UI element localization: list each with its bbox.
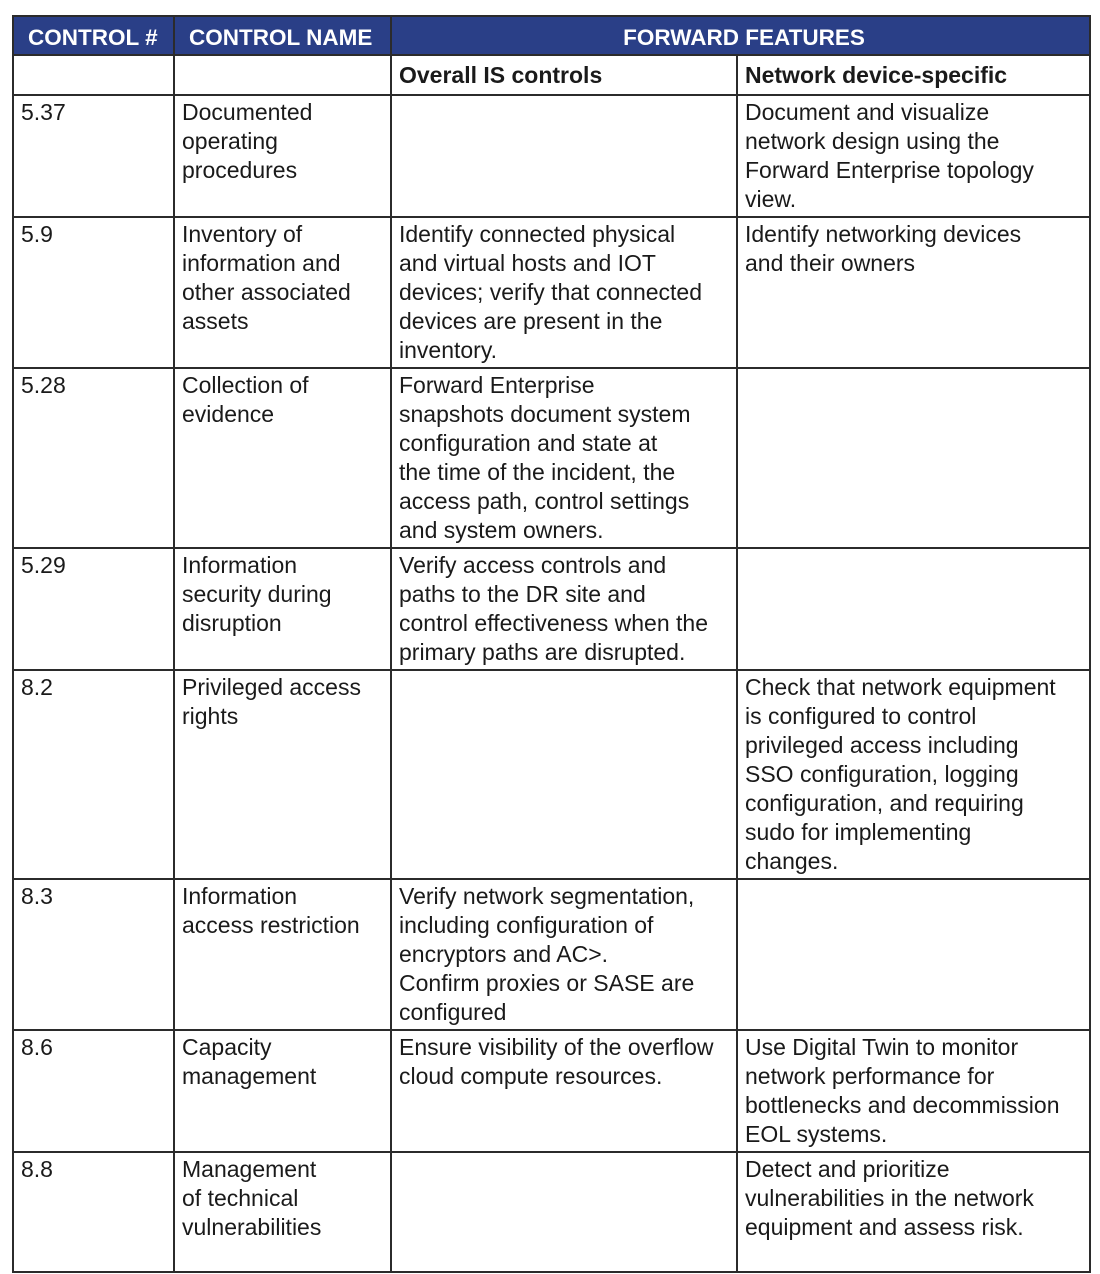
subheader-network-device-specific: Network device-specific (737, 55, 1090, 95)
network-device-specific-cell (737, 548, 1090, 670)
control-name: Capacity management (174, 1030, 391, 1152)
network-device-specific-cell: Detect and prioritize vulnerabilities in the network equipment and assess risk. (737, 1152, 1090, 1272)
table-row (13, 217, 1090, 368)
network-device-specific-cell (737, 879, 1090, 1030)
header-control-number: CONTROL # (13, 16, 174, 55)
subheader-empty-1 (13, 55, 174, 95)
controls-table (12, 15, 1091, 1273)
overall-is-controls-cell: Verify network segmentation, including configuration of encryptors and AC>. Confirm proxies or SASE are configured (391, 879, 737, 1030)
control-number: 8.2 (13, 670, 174, 879)
header-control-name: CONTROL NAME (174, 16, 391, 55)
control-number: 8.3 (13, 879, 174, 1030)
subheader-empty-2 (174, 55, 391, 95)
control-name: Documented operating procedures (174, 95, 391, 217)
table-row (13, 548, 1090, 670)
header-row (13, 16, 1090, 55)
control-number: 5.28 (13, 368, 174, 548)
table-row (13, 368, 1090, 548)
table-row (13, 1152, 1090, 1272)
control-name: Collection of evidence (174, 368, 391, 548)
network-device-specific-cell: Check that network equipment is configured to control privileged access including SSO configuration, logging configuration, and requiring sudo for implementing changes. (737, 670, 1090, 879)
subheader-overall-is-controls: Overall IS controls (391, 55, 737, 95)
overall-is-controls-cell (391, 670, 737, 879)
table-row (13, 879, 1090, 1030)
table-row (13, 1030, 1090, 1152)
header-forward-features: FORWARD FEATURES (391, 16, 1090, 55)
table-row (13, 670, 1090, 879)
overall-is-controls-cell: Identify connected physical and virtual hosts and IOT devices; verify that connected devices are present in the inventory. (391, 217, 737, 368)
subheader-row (13, 55, 1090, 95)
control-name: Management of technical vulnerabilities (174, 1152, 391, 1272)
control-number: 5.29 (13, 548, 174, 670)
control-number: 5.37 (13, 95, 174, 217)
control-number: 5.9 (13, 217, 174, 368)
network-device-specific-cell (737, 368, 1090, 548)
overall-is-controls-cell: Forward Enterprise snapshots document system configuration and state at the time of the incident, the access path, control settings and system owners. (391, 368, 737, 548)
control-name: Information access restriction (174, 879, 391, 1030)
overall-is-controls-cell: Verify access controls and paths to the DR site and control effectiveness when the primary paths are disrupted. (391, 548, 737, 670)
overall-is-controls-cell (391, 95, 737, 217)
table-row (13, 95, 1090, 217)
network-device-specific-cell: Use Digital Twin to monitor network performance for bottlenecks and decommission EOL systems. (737, 1030, 1090, 1152)
network-device-specific-cell: Identify networking devices and their owners (737, 217, 1090, 368)
control-number: 8.6 (13, 1030, 174, 1152)
control-name: Inventory of information and other associated assets (174, 217, 391, 368)
control-name: Privileged access rights (174, 670, 391, 879)
control-number: 8.8 (13, 1152, 174, 1272)
network-device-specific-cell: Document and visualize network design using the Forward Enterprise topology view. (737, 95, 1090, 217)
control-name: Information security during disruption (174, 548, 391, 670)
overall-is-controls-cell (391, 1152, 737, 1272)
overall-is-controls-cell: Ensure visibility of the overflow cloud compute resources. (391, 1030, 737, 1152)
